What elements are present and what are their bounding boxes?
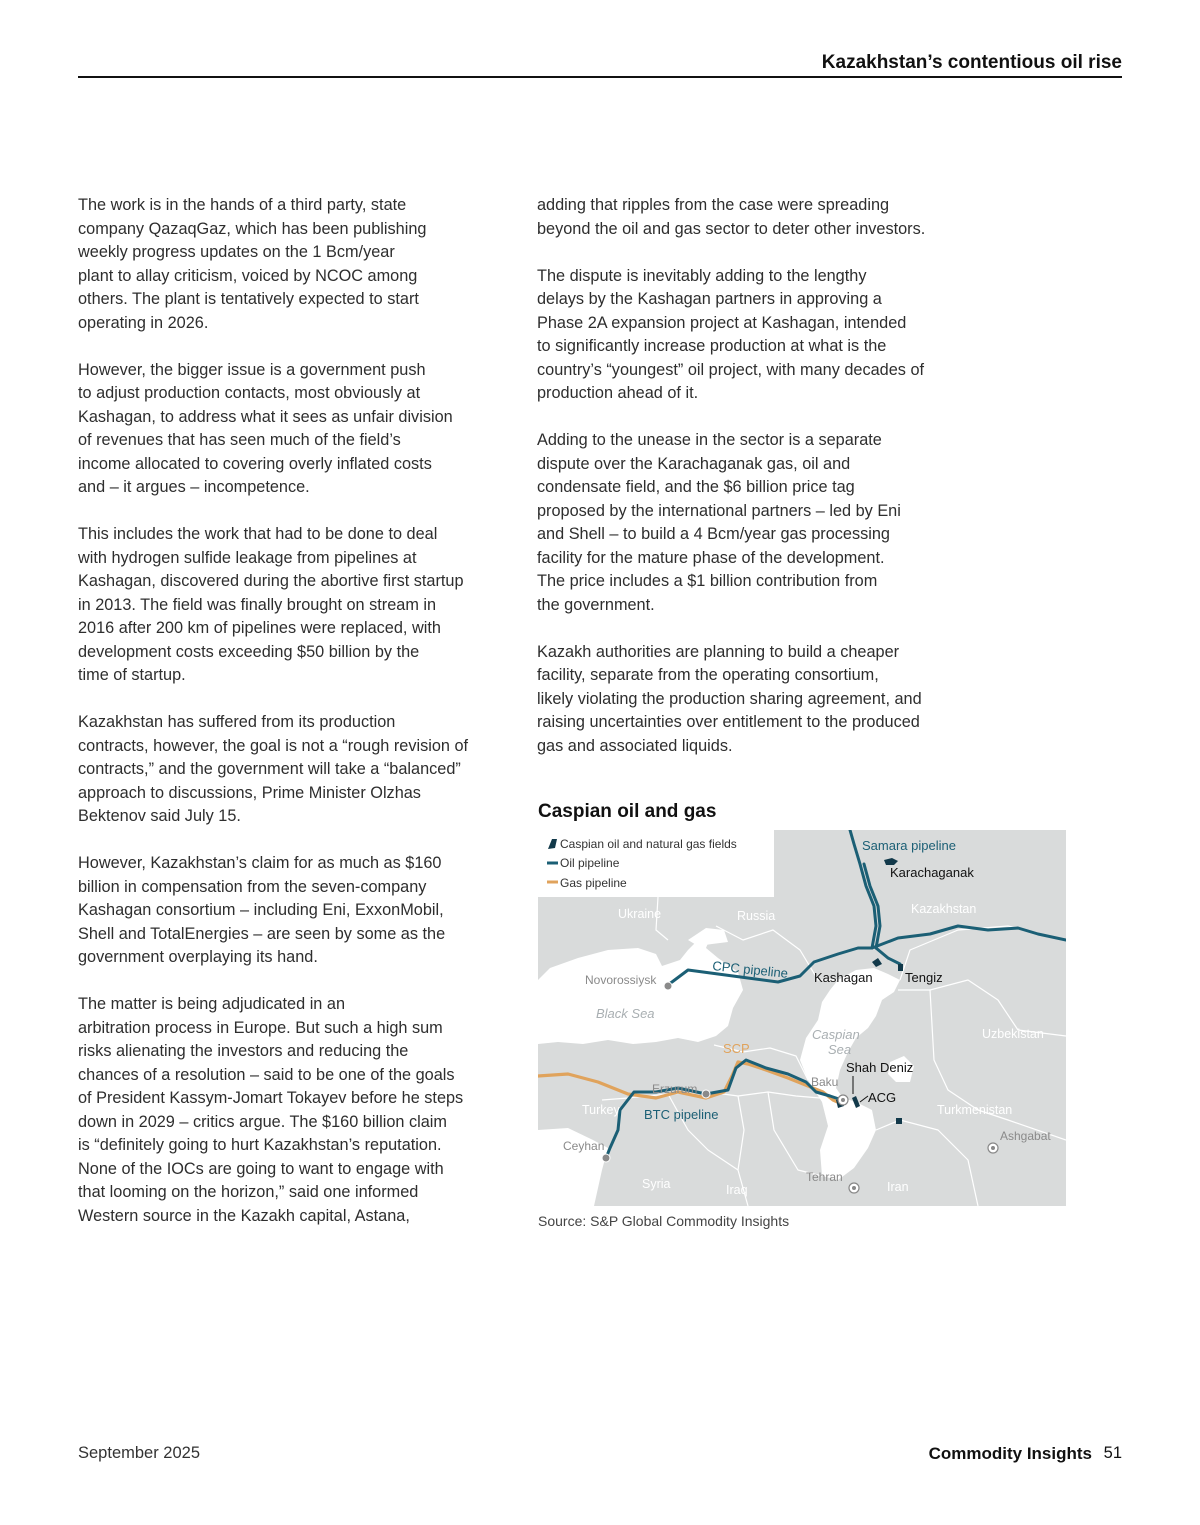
city-label-erzurum: Erzurum	[652, 1082, 698, 1096]
sea-label-caspian: Caspian	[812, 1027, 860, 1042]
map-source: Source: S&P Global Commodity Insights	[538, 1213, 790, 1229]
city-label-ceyhan: Ceyhan	[563, 1139, 605, 1153]
country-label-ukraine: Ukraine	[618, 907, 662, 921]
paragraph: The dispute is inevitably adding to the lengthy delays by the Kashagan partners in approving a Phase 2A expansion project at Kashagan, intended to significantly increase production at what is the country’s “youngest” oil project, with many decades of production ahead of it.	[537, 266, 925, 402]
city-label-tehran: Tehran	[806, 1170, 843, 1184]
paragraph: Kazakh authorities are planning to build a cheaper facility, separate from the operating consortium, likely violating the production sharing agreement, and raising uncertainties over entitlement to the produced gas and associated liquids.	[537, 642, 922, 755]
legend-oil-label: Oil pipeline	[560, 856, 620, 870]
footer-brand: Commodity Insights	[928, 1444, 1092, 1463]
field-label-karachaganak: Karachaganak	[890, 865, 974, 880]
paragraph: However, Kazakhstan’s claim for as much as $160 billion in compensation from the seven-company Kashagan consortium – including Eni, ExxonMobil, Shell and TotalEnergies – are seen by some as the government overplaying its hand.	[78, 854, 446, 966]
country-label-syria: Syria	[642, 1177, 671, 1191]
field-label-tengiz: Tengiz	[905, 970, 943, 985]
running-header-title: Kazakhstan’s contentious oil rise	[821, 52, 1122, 73]
paragraph: Kazakhstan has suffered from its production contracts, however, the goal is not a “rough revision of contracts,” and the government will take a “balanced” approach to discussions, Prime Minister Olzhas Bektenov said July 15.	[78, 713, 469, 825]
city-label-baku: Baku	[811, 1075, 839, 1089]
caspian-offshore-field	[896, 1118, 902, 1124]
paragraph: The work is in the hands of a third party, state company QazaqGaz, which has been publishing weekly progress updates on the 1 Bcm/year plant to allay criticism, voiced by NCOC among others. The plant is tentatively expected to start operating in 2026.	[78, 196, 427, 332]
legend-gas-label: Gas pipeline	[560, 876, 627, 890]
ceyhan-marker	[602, 1154, 610, 1162]
pipeline-label-samara: Samara pipeline	[862, 838, 956, 853]
article-column-left	[78, 194, 518, 1252]
sea-label-black: Black Sea	[596, 1006, 655, 1021]
city-label-novorossiysk: Novorossiysk	[585, 973, 657, 987]
erzurum-marker	[702, 1090, 710, 1098]
field-label-shah-deniz: Shah Deniz	[846, 1060, 914, 1075]
legend-fields-label: Caspian oil and natural gas fields	[560, 837, 737, 851]
article-column-right	[537, 194, 977, 782]
pipeline-label-cpc: CPC pipeline	[711, 958, 789, 981]
country-label-iran: Iran	[887, 1180, 909, 1194]
header-rule	[78, 76, 1122, 78]
paragraph: Adding to the unease in the sector is a separate dispute over the Karachaganak gas, oil and condensate field, and the $6 billion price tag proposed by the international partners – led by Eni and Shell – to build a 4 Bcm/year gas processing facility for the mature phase of the development. The price includes a $1 billion contribution from the government.	[537, 431, 901, 614]
map-title: Caspian oil and gas	[538, 801, 717, 822]
city-label-ashgabat: Ashgabat	[1000, 1129, 1051, 1143]
country-label-turkmenistan: Turkmenistan	[937, 1103, 1013, 1117]
tengiz-field	[898, 964, 903, 971]
country-label-kazakhstan: Kazakhstan	[911, 902, 977, 916]
country-label-turkey: Turkey	[582, 1103, 620, 1117]
field-label-acg: ACG	[868, 1090, 897, 1105]
country-label-iraq: Iraq	[726, 1183, 748, 1197]
country-label-uzbekistan: Uzbekistan	[982, 1027, 1044, 1041]
country-label-russia: Russia	[737, 909, 776, 923]
pipeline-label-scp: SCP	[723, 1041, 750, 1056]
page-number: 51	[1103, 1444, 1122, 1462]
paragraph: However, the bigger issue is a government push to adjust production contacts, most obviously at Kashagan, to address what it sees as unfair division of revenues that has seen much of the field’s income allocated to covering overly inflated costs and – it argues – incompetence.	[78, 360, 453, 496]
pipeline-label-btc: BTC pipeline	[644, 1107, 719, 1122]
paragraph: This includes the work that had to be done to deal with hydrogen sulfide leakage from pipelines at Kashagan, discovered during the abortive first startup in 2013. The field was finally brought on stream in 2016 after 200 km of pipelines were replaced, with development costs exceeding $50 billion by the time of startup.	[78, 525, 464, 684]
caspian-map	[538, 830, 1066, 1206]
sea-label-caspian-2: Sea	[828, 1042, 852, 1057]
footer-date: September 2025	[78, 1444, 201, 1462]
paragraph: adding that ripples from the case were spreading beyond the oil and gas sector to deter other investors.	[537, 196, 926, 238]
field-label-kashagan: Kashagan	[814, 970, 873, 985]
paragraph: The matter is being adjudicated in an arbitration process in Europe. But such a high sum risks alienating the investors and reducing the chances of a resolution – said to be one of the goals of President Kassym-Jomart Tokayev before he steps down in 2029 – critics argue. The $160 billion claim is “definitely going to hurt Kazakhstan’s reputation. None of the IOCs are going to want to engage with that looming on the horizon,” said one informed Western source in the Kazakh capital, Astana,	[78, 995, 464, 1225]
novorossiysk-marker	[664, 982, 672, 990]
